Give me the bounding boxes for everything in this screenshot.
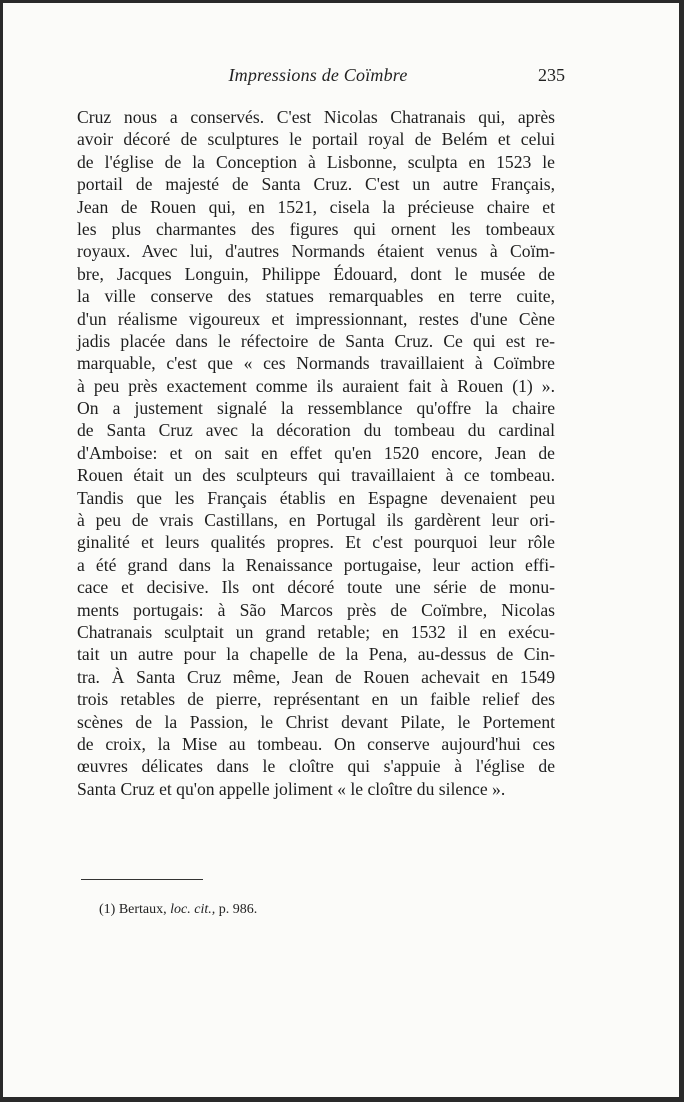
text-line: de l'église de la Conception à Lisbonne, sculpta en 1523 le [77, 151, 555, 172]
text-line: œuvres délicates dans le cloître qui s'appuie à l'église de [77, 756, 555, 777]
text-line: à peu de vrais Castillans, en Portugal ils gardèrent leur ori- [77, 510, 555, 531]
footnote-author: Bertaux, [118, 902, 167, 917]
page-number: 235 [538, 65, 565, 85]
footnote [99, 902, 257, 918]
text-line: avoir décoré de sculptures le portail royal de Belém et celui [77, 129, 555, 150]
footnote-page: p. 986. [218, 902, 258, 917]
text-line: bre, Jacques Longuin, Philippe Édouard, dont le musée de [77, 263, 555, 284]
text-line: à peu près exactement comme ils auraient fait à Rouen (1) ». [77, 375, 555, 396]
text-line: jadis placée dans le réfectoire de Santa Cruz. Ce qui est re- [77, 330, 555, 351]
book-page [3, 3, 679, 1097]
footnote-marker: (1) [99, 902, 116, 917]
text-line: Santa Cruz et qu'on appelle joliment « le cloître du silence ». [77, 778, 506, 799]
text-line: Cruz nous a conservés. C'est Nicolas Chatranais qui, après [77, 107, 555, 127]
footnote-rule [81, 879, 203, 880]
body-text [77, 106, 555, 800]
text-line: de Santa Cruz avec la décoration du tombeau du cardinal [77, 420, 555, 441]
text-line: tait un autre pour la chapelle de la Pena, au-dessus de Cin- [77, 644, 555, 665]
text-line: Chatranais sculptait un grand retable; en 1532 il en exécu- [77, 621, 555, 642]
text-line: scènes de la Passion, le Christ devant Pilate, le Portement [77, 711, 555, 732]
text-line: Rouen était un des sculpteurs qui travaillaient à ce tombeau. [77, 465, 555, 486]
running-title: Impressions de Coïmbre [228, 65, 408, 85]
text-line: royaux. Avec lui, d'autres Normands étaient venus à Coïm- [77, 241, 555, 262]
text-line: ments portugais: à São Marcos près de Coïmbre, Nicolas [77, 599, 555, 620]
text-line: Jean de Rouen qui, en 1521, cisela la précieuse chaire et [77, 196, 555, 217]
text-line: trois retables de pierre, représentant en un faible relief des [77, 689, 555, 710]
text-line: portail de majesté de Santa Cruz. C'est un autre Français, [77, 174, 555, 195]
text-line: Tandis que les Français établis en Espagne devenaient peu [77, 487, 555, 508]
text-line: d'un réalisme vigoureux et impressionnant, restes d'une Cène [77, 308, 555, 329]
text-line: marquable, c'est que « ces Normands travaillaient à Coïmbre [77, 353, 555, 374]
footnote-reference: loc. cit., [170, 902, 216, 917]
text-line: les plus charmantes des figures qui ornent les tombeaux [77, 218, 555, 239]
page-header [81, 65, 565, 93]
text-line: cace et decisive. Ils ont décoré toute une série de monu- [77, 577, 555, 598]
text-line: a été grand dans la Renaissance portugaise, leur action effi- [77, 554, 555, 575]
text-line: de croix, la Mise au tombeau. On conserve aujourd'hui ces [77, 733, 555, 754]
text-line: tra. À Santa Cruz même, Jean de Rouen achevait en 1549 [77, 666, 555, 687]
text-line: ginalité et leurs qualités propres. Et c'est pourquoi leur rôle [77, 532, 555, 553]
text-line: la ville conserve des statues remarquables en terre cuite, [77, 286, 555, 307]
text-line: d'Amboise: et on sait en effet qu'en 1520 encore, Jean de [77, 442, 555, 463]
text-line: On a justement signalé la ressemblance qu'offre la chaire [77, 398, 555, 419]
